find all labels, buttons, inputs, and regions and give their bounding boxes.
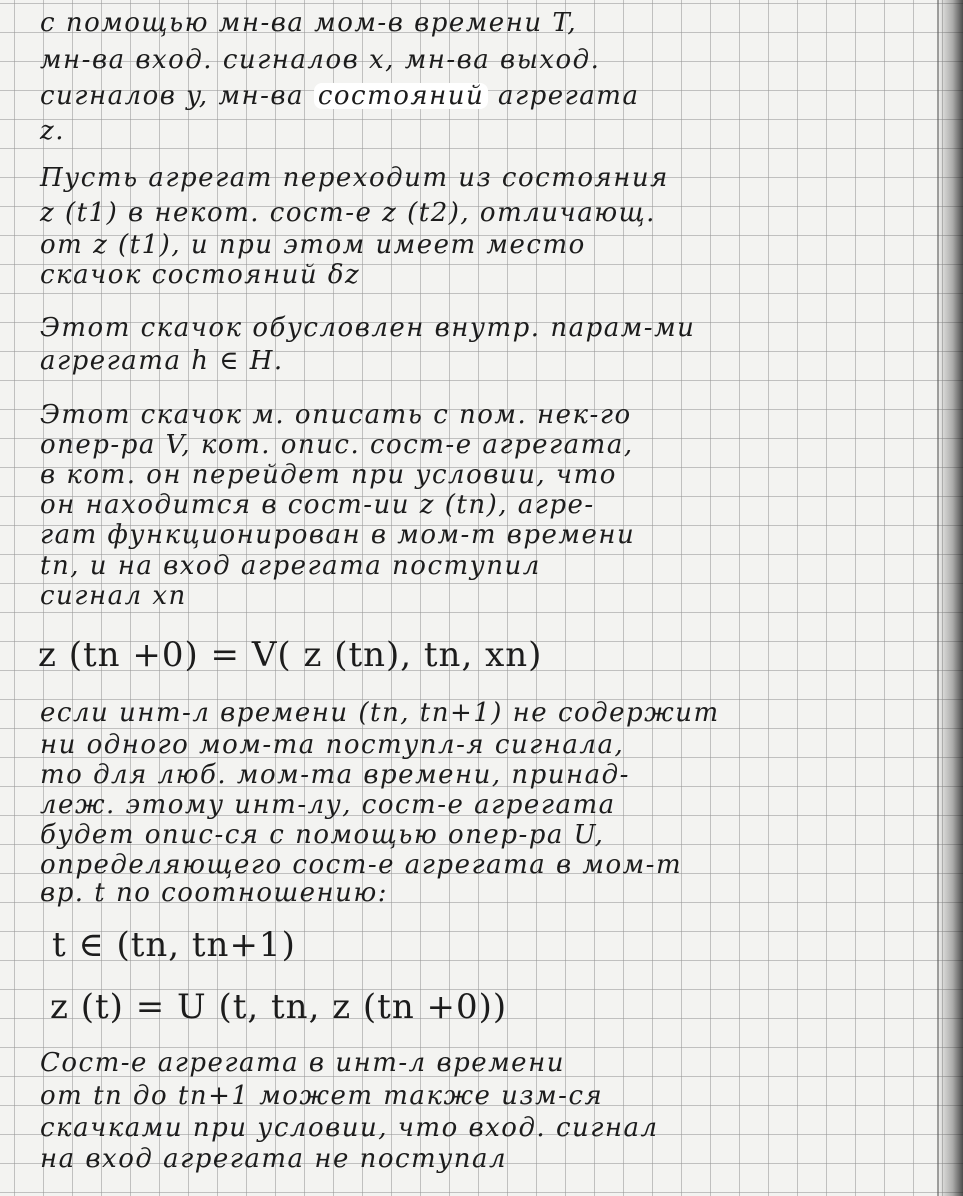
- note-line: с помощью мн-ва мом-в времени T,: [40, 8, 578, 38]
- note-line: от tn до tn+1 может также изм-ся: [40, 1081, 604, 1111]
- highlighted-word: состояний: [314, 83, 488, 109]
- note-line: мн-ва вход. сигналов x, мн-ва выход.: [40, 45, 601, 75]
- note-line: агрегата h ∈ H.: [40, 346, 284, 376]
- formula-line: t ∈ (tn, tn+1): [52, 925, 296, 965]
- note-line: Этот скачок м. описать с пом. нек-го: [40, 400, 632, 430]
- note-line: z.: [40, 116, 65, 146]
- page-edge-shadow: [937, 0, 963, 1196]
- page-margin-line: [937, 0, 939, 1196]
- note-line: будет опис-ся с помощью опер-ра U,: [40, 820, 605, 850]
- formula-line: z (t) = U (t, tn, z (tn +0)): [50, 987, 508, 1027]
- note-line: tn, и на вход агрегата поступил: [40, 551, 541, 581]
- note-line: скачок состояний δz: [40, 260, 361, 290]
- note-line: z (t1) в некот. сост-е z (t2), отличающ.: [40, 198, 656, 228]
- note-line: леж. этому инт-лу, сост-е агрегата: [40, 790, 616, 820]
- note-line: скачками при условии, что вход. сигнал: [40, 1113, 659, 1143]
- formula-line: z (tn +0) = V( z (tn), tn, xn): [38, 635, 543, 675]
- note-line: гат функционирован в мом-т времени: [40, 520, 636, 550]
- note-line: опер-ра V, кот. опис. сост-е агрегата,: [40, 430, 634, 460]
- note-fragment: агрегата: [498, 81, 640, 111]
- note-line: от z (t1), и при этом имеет место: [40, 230, 586, 260]
- note-line: [40, 83, 639, 109]
- note-line: в кот. он перейдет при условии, что: [40, 460, 617, 490]
- note-line: то для люб. мом-та времени, принад-: [40, 760, 630, 790]
- note-line: он находится в сост-ии z (tn), агре-: [40, 490, 595, 520]
- note-line: вр. t по соотношению:: [40, 878, 389, 908]
- note-line: на вход агрегата не поступал: [40, 1144, 508, 1174]
- note-line: Этот скачок обусловлен внутр. парам-ми: [40, 313, 696, 343]
- note-line: Пусть агрегат переходит из состояния: [40, 163, 669, 193]
- note-line: определяющего сост-е агрегата в мом-т: [40, 850, 683, 880]
- note-fragment: сигналов y, мн-ва: [40, 81, 305, 111]
- note-line: сигнал xn: [40, 581, 187, 611]
- note-line: если инт-л времени (tn, tn+1) не содержит: [40, 698, 720, 728]
- note-line: Сост-е агрегата в инт-л времени: [40, 1048, 565, 1078]
- note-line: ни одного мом-та поступл-я сигнала,: [40, 730, 625, 760]
